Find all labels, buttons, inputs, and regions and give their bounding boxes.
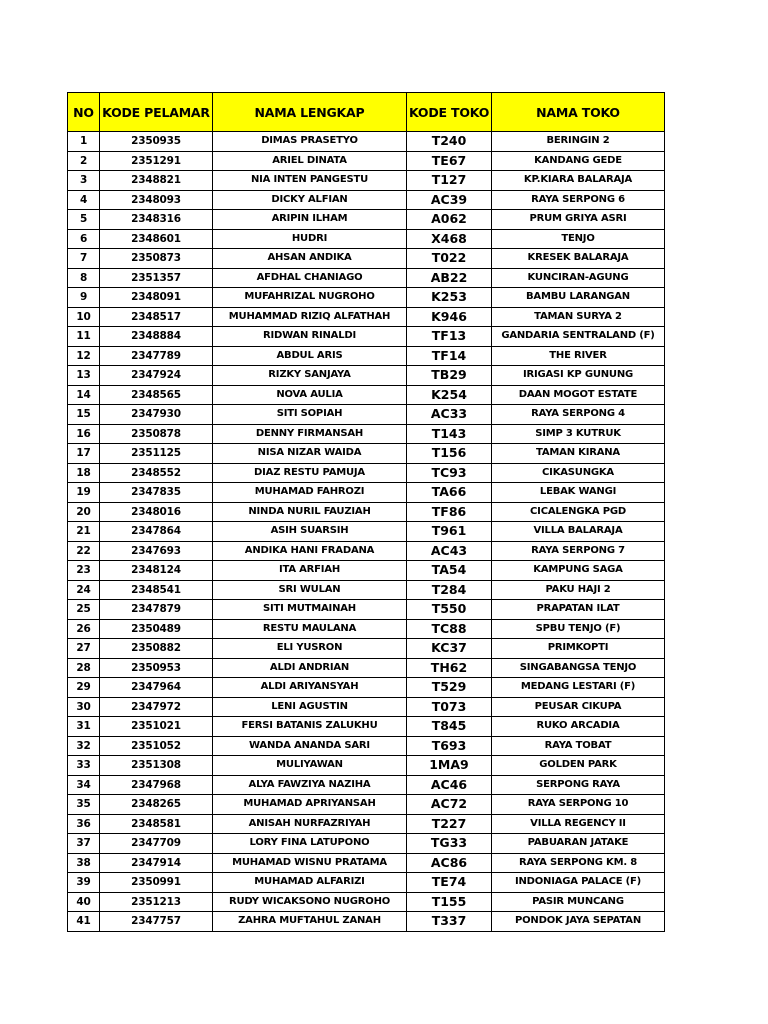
cell-kode-pelamar: 2348091	[100, 288, 213, 308]
cell-kode-toko: T073	[407, 697, 492, 717]
cell-no: 1	[68, 132, 100, 152]
cell-kode-toko: TF86	[407, 502, 492, 522]
cell-kode-pelamar: 2351308	[100, 756, 213, 776]
cell-kode-pelamar: 2347924	[100, 366, 213, 386]
cell-kode-pelamar: 2351125	[100, 444, 213, 464]
cell-no: 20	[68, 502, 100, 522]
cell-nama-lengkap: RIDWAN RINALDI	[213, 327, 407, 347]
cell-kode-pelamar: 2351357	[100, 268, 213, 288]
table-row	[68, 892, 665, 912]
table-row	[68, 249, 665, 269]
cell-kode-pelamar: 2350935	[100, 132, 213, 152]
cell-nama-lengkap: NOVA AULIA	[213, 385, 407, 405]
cell-nama-lengkap: ELI YUSRON	[213, 639, 407, 659]
cell-nama-toko: KRESEK BALARAJA	[492, 249, 665, 269]
cell-nama-toko: PRAPATAN ILAT	[492, 600, 665, 620]
cell-nama-lengkap: SITI SOPIAH	[213, 405, 407, 425]
table-row	[68, 502, 665, 522]
cell-nama-lengkap: MULIYAWAN	[213, 756, 407, 776]
cell-no: 33	[68, 756, 100, 776]
table-row	[68, 775, 665, 795]
cell-nama-lengkap: DENNY FIRMANSAH	[213, 424, 407, 444]
cell-kode-toko: KC37	[407, 639, 492, 659]
cell-kode-pelamar: 2351052	[100, 736, 213, 756]
cell-nama-toko: PRIMKOPTI	[492, 639, 665, 659]
cell-kode-pelamar: 2348884	[100, 327, 213, 347]
cell-nama-toko: GANDARIA SENTRALAND (F)	[492, 327, 665, 347]
cell-no: 24	[68, 580, 100, 600]
cell-nama-lengkap: DIAZ RESTU PAMUJA	[213, 463, 407, 483]
cell-nama-toko: KANDANG GEDE	[492, 151, 665, 171]
cell-kode-toko: T529	[407, 678, 492, 698]
cell-kode-pelamar: 2348552	[100, 463, 213, 483]
cell-kode-toko: T693	[407, 736, 492, 756]
table-row	[68, 366, 665, 386]
cell-nama-lengkap: ABDUL ARIS	[213, 346, 407, 366]
cell-kode-toko: T961	[407, 522, 492, 542]
table-row	[68, 444, 665, 464]
cell-kode-pelamar: 2348565	[100, 385, 213, 405]
cell-no: 36	[68, 814, 100, 834]
cell-nama-toko: RAYA TOBAT	[492, 736, 665, 756]
cell-kode-toko: X468	[407, 229, 492, 249]
header-row	[68, 93, 665, 132]
cell-kode-pelamar: 2350953	[100, 658, 213, 678]
cell-kode-toko: AC33	[407, 405, 492, 425]
table-row	[68, 639, 665, 659]
cell-nama-toko: PONDOK JAYA SEPATAN	[492, 912, 665, 932]
cell-no: 27	[68, 639, 100, 659]
applicant-table	[67, 92, 665, 932]
table-row	[68, 756, 665, 776]
cell-no: 4	[68, 190, 100, 210]
cell-nama-lengkap: LORY FINA LATUPONO	[213, 834, 407, 854]
cell-no: 32	[68, 736, 100, 756]
table-row	[68, 132, 665, 152]
header-kode-toko: KODE TOKO	[407, 93, 492, 132]
table-row	[68, 346, 665, 366]
cell-kode-toko: TH62	[407, 658, 492, 678]
cell-kode-pelamar: 2347835	[100, 483, 213, 503]
cell-no: 35	[68, 795, 100, 815]
cell-no: 21	[68, 522, 100, 542]
table-row	[68, 619, 665, 639]
table-row	[68, 834, 665, 854]
cell-kode-pelamar: 2347930	[100, 405, 213, 425]
cell-nama-toko: VILLA BALARAJA	[492, 522, 665, 542]
cell-no: 23	[68, 561, 100, 581]
cell-no: 18	[68, 463, 100, 483]
cell-nama-lengkap: NIA INTEN PANGESTU	[213, 171, 407, 191]
cell-kode-toko: T240	[407, 132, 492, 152]
cell-kode-toko: TF14	[407, 346, 492, 366]
table-row	[68, 171, 665, 191]
cell-kode-toko: AC43	[407, 541, 492, 561]
cell-no: 17	[68, 444, 100, 464]
table-row	[68, 873, 665, 893]
cell-nama-toko: THE RIVER	[492, 346, 665, 366]
cell-kode-toko: TB29	[407, 366, 492, 386]
cell-no: 39	[68, 873, 100, 893]
table-row	[68, 424, 665, 444]
cell-no: 10	[68, 307, 100, 327]
cell-kode-pelamar: 2347964	[100, 678, 213, 698]
cell-kode-toko: AC39	[407, 190, 492, 210]
cell-kode-toko: T227	[407, 814, 492, 834]
cell-nama-lengkap: MUHAMAD FAHROZI	[213, 483, 407, 503]
cell-kode-pelamar: 2348016	[100, 502, 213, 522]
cell-nama-toko: PEUSAR CIKUPA	[492, 697, 665, 717]
cell-kode-pelamar: 2348541	[100, 580, 213, 600]
cell-nama-lengkap: DICKY ALFIAN	[213, 190, 407, 210]
cell-nama-lengkap: MUHAMMAD RIZIQ ALFATHAH	[213, 307, 407, 327]
cell-nama-lengkap: NINDA NURIL FAUZIAH	[213, 502, 407, 522]
cell-nama-toko: PABUARAN JATAKE	[492, 834, 665, 854]
table-row	[68, 736, 665, 756]
table-row	[68, 385, 665, 405]
cell-no: 34	[68, 775, 100, 795]
table-row	[68, 522, 665, 542]
cell-nama-lengkap: RIZKY SANJAYA	[213, 366, 407, 386]
cell-no: 3	[68, 171, 100, 191]
cell-kode-toko: AB22	[407, 268, 492, 288]
cell-no: 7	[68, 249, 100, 269]
cell-kode-pelamar: 2347693	[100, 541, 213, 561]
cell-kode-toko: TF13	[407, 327, 492, 347]
cell-no: 9	[68, 288, 100, 308]
cell-kode-pelamar: 2350991	[100, 873, 213, 893]
table-row	[68, 151, 665, 171]
cell-nama-toko: RAYA SERPONG KM. 8	[492, 853, 665, 873]
table-row	[68, 697, 665, 717]
cell-nama-toko: SIMP 3 KUTRUK	[492, 424, 665, 444]
cell-kode-pelamar: 2347789	[100, 346, 213, 366]
header-kode-pelamar: KODE PELAMAR	[100, 93, 213, 132]
header-nama-toko: NAMA TOKO	[492, 93, 665, 132]
cell-no: 13	[68, 366, 100, 386]
cell-kode-pelamar: 2347709	[100, 834, 213, 854]
cell-kode-toko: T127	[407, 171, 492, 191]
cell-nama-toko: RAYA SERPONG 6	[492, 190, 665, 210]
cell-kode-pelamar: 2347914	[100, 853, 213, 873]
cell-kode-toko: T845	[407, 717, 492, 737]
cell-nama-toko: VILLA REGENCY II	[492, 814, 665, 834]
table-row	[68, 210, 665, 230]
cell-kode-pelamar: 2348316	[100, 210, 213, 230]
cell-nama-lengkap: FERSI BATANIS ZALUKHU	[213, 717, 407, 737]
cell-kode-pelamar: 2348517	[100, 307, 213, 327]
cell-kode-pelamar: 2350882	[100, 639, 213, 659]
cell-kode-toko: TE67	[407, 151, 492, 171]
cell-kode-toko: TC88	[407, 619, 492, 639]
header-no: NO	[68, 93, 100, 132]
cell-kode-toko: A062	[407, 210, 492, 230]
cell-nama-lengkap: ALYA FAWZIYA NAZIHA	[213, 775, 407, 795]
cell-no: 40	[68, 892, 100, 912]
cell-no: 19	[68, 483, 100, 503]
cell-kode-pelamar: 2348581	[100, 814, 213, 834]
cell-nama-lengkap: AFDHAL CHANIAGO	[213, 268, 407, 288]
cell-nama-toko: RAYA SERPONG 4	[492, 405, 665, 425]
cell-nama-lengkap: ALDI ARIYANSYAH	[213, 678, 407, 698]
cell-kode-toko: AC86	[407, 853, 492, 873]
cell-nama-lengkap: LENI AGUSTIN	[213, 697, 407, 717]
table-row	[68, 405, 665, 425]
cell-nama-lengkap: HUDRI	[213, 229, 407, 249]
cell-no: 8	[68, 268, 100, 288]
cell-no: 15	[68, 405, 100, 425]
cell-kode-toko: TE74	[407, 873, 492, 893]
table-row	[68, 268, 665, 288]
cell-no: 41	[68, 912, 100, 932]
table-row	[68, 541, 665, 561]
cell-no: 5	[68, 210, 100, 230]
table-row	[68, 288, 665, 308]
cell-nama-lengkap: AHSAN ANDIKA	[213, 249, 407, 269]
cell-kode-toko: K253	[407, 288, 492, 308]
cell-kode-toko: T156	[407, 444, 492, 464]
table-row	[68, 658, 665, 678]
table-row	[68, 717, 665, 737]
cell-no: 31	[68, 717, 100, 737]
cell-kode-pelamar: 2347879	[100, 600, 213, 620]
cell-no: 2	[68, 151, 100, 171]
cell-kode-pelamar: 2348821	[100, 171, 213, 191]
cell-nama-lengkap: RESTU MAULANA	[213, 619, 407, 639]
cell-no: 12	[68, 346, 100, 366]
cell-kode-pelamar: 2347968	[100, 775, 213, 795]
cell-nama-toko: CIKASUNGKA	[492, 463, 665, 483]
cell-nama-toko: TAMAN SURYA 2	[492, 307, 665, 327]
cell-nama-lengkap: SITI MUTMAINAH	[213, 600, 407, 620]
cell-nama-lengkap: RUDY WICAKSONO NUGROHO	[213, 892, 407, 912]
cell-kode-toko: K946	[407, 307, 492, 327]
cell-nama-toko: BAMBU LARANGAN	[492, 288, 665, 308]
cell-nama-toko: DAAN MOGOT ESTATE	[492, 385, 665, 405]
table-row	[68, 190, 665, 210]
cell-nama-lengkap: MUHAMAD ALFARIZI	[213, 873, 407, 893]
cell-nama-toko: SERPONG RAYA	[492, 775, 665, 795]
cell-kode-pelamar: 2350873	[100, 249, 213, 269]
cell-nama-lengkap: ZAHRA MUFTAHUL ZANAH	[213, 912, 407, 932]
cell-nama-lengkap: MUFAHRIZAL NUGROHO	[213, 288, 407, 308]
table-row	[68, 678, 665, 698]
table-row	[68, 600, 665, 620]
table-header	[68, 93, 665, 132]
cell-kode-toko: T143	[407, 424, 492, 444]
cell-nama-lengkap: MUHAMAD WISNU PRATAMA	[213, 853, 407, 873]
table-row	[68, 795, 665, 815]
cell-kode-pelamar: 2351213	[100, 892, 213, 912]
cell-nama-toko: KUNCIRAN-AGUNG	[492, 268, 665, 288]
cell-kode-pelamar: 2347972	[100, 697, 213, 717]
cell-nama-toko: GOLDEN PARK	[492, 756, 665, 776]
cell-no: 25	[68, 600, 100, 620]
cell-kode-pelamar: 2348093	[100, 190, 213, 210]
cell-nama-lengkap: NISA NIZAR WAIDA	[213, 444, 407, 464]
cell-kode-toko: K254	[407, 385, 492, 405]
cell-nama-lengkap: ASIH SUARSIH	[213, 522, 407, 542]
cell-kode-pelamar: 2348601	[100, 229, 213, 249]
cell-kode-pelamar: 2347864	[100, 522, 213, 542]
cell-no: 38	[68, 853, 100, 873]
cell-no: 26	[68, 619, 100, 639]
cell-kode-toko: T284	[407, 580, 492, 600]
cell-kode-toko: T155	[407, 892, 492, 912]
cell-no: 11	[68, 327, 100, 347]
cell-nama-toko: TAMAN KIRANA	[492, 444, 665, 464]
cell-no: 14	[68, 385, 100, 405]
cell-kode-toko: T337	[407, 912, 492, 932]
table-row	[68, 561, 665, 581]
cell-nama-toko: TENJO	[492, 229, 665, 249]
table-row	[68, 463, 665, 483]
cell-kode-toko: 1MA9	[407, 756, 492, 776]
cell-kode-pelamar: 2351021	[100, 717, 213, 737]
cell-nama-toko: PAKU HAJI 2	[492, 580, 665, 600]
cell-nama-toko: MEDANG LESTARI (F)	[492, 678, 665, 698]
cell-kode-toko: T550	[407, 600, 492, 620]
cell-nama-toko: BERINGIN 2	[492, 132, 665, 152]
cell-no: 30	[68, 697, 100, 717]
table-row	[68, 483, 665, 503]
table-row	[68, 853, 665, 873]
cell-no: 6	[68, 229, 100, 249]
cell-nama-toko: SINGABANGSA TENJO	[492, 658, 665, 678]
cell-nama-lengkap: ARIPIN ILHAM	[213, 210, 407, 230]
cell-nama-toko: PASIR MUNCANG	[492, 892, 665, 912]
table-row	[68, 307, 665, 327]
cell-kode-pelamar: 2347757	[100, 912, 213, 932]
cell-kode-toko: T022	[407, 249, 492, 269]
table-row	[68, 229, 665, 249]
cell-nama-toko: RAYA SERPONG 7	[492, 541, 665, 561]
cell-nama-lengkap: WANDA ANANDA SARI	[213, 736, 407, 756]
cell-nama-lengkap: ITA ARFIAH	[213, 561, 407, 581]
table-row	[68, 912, 665, 932]
cell-kode-toko: TC93	[407, 463, 492, 483]
cell-kode-pelamar: 2348265	[100, 795, 213, 815]
cell-kode-pelamar: 2350489	[100, 619, 213, 639]
cell-kode-pelamar: 2350878	[100, 424, 213, 444]
cell-no: 28	[68, 658, 100, 678]
cell-nama-toko: SPBU TENJO (F)	[492, 619, 665, 639]
cell-kode-pelamar: 2351291	[100, 151, 213, 171]
cell-kode-toko: TG33	[407, 834, 492, 854]
cell-nama-toko: KP.KIARA BALARAJA	[492, 171, 665, 191]
table-row	[68, 814, 665, 834]
cell-no: 16	[68, 424, 100, 444]
cell-kode-toko: TA54	[407, 561, 492, 581]
cell-kode-toko: TA66	[407, 483, 492, 503]
cell-nama-toko: LEBAK WANGI	[492, 483, 665, 503]
cell-kode-pelamar: 2348124	[100, 561, 213, 581]
cell-nama-lengkap: ANISAH NURFAZRIYAH	[213, 814, 407, 834]
cell-nama-toko: INDONIAGA PALACE (F)	[492, 873, 665, 893]
cell-nama-toko: IRIGASI KP GUNUNG	[492, 366, 665, 386]
cell-nama-lengkap: SRI WULAN	[213, 580, 407, 600]
cell-nama-toko: RUKO ARCADIA	[492, 717, 665, 737]
cell-nama-toko: PRUM GRIYA ASRI	[492, 210, 665, 230]
cell-nama-toko: KAMPUNG SAGA	[492, 561, 665, 581]
cell-nama-lengkap: ARIEL DINATA	[213, 151, 407, 171]
cell-nama-lengkap: ALDI ANDRIAN	[213, 658, 407, 678]
header-nama-lengkap: NAMA LENGKAP	[213, 93, 407, 132]
cell-kode-toko: AC46	[407, 775, 492, 795]
table-row	[68, 580, 665, 600]
cell-nama-lengkap: ANDIKA HANI FRADANA	[213, 541, 407, 561]
cell-no: 29	[68, 678, 100, 698]
cell-nama-lengkap: MUHAMAD APRIYANSAH	[213, 795, 407, 815]
cell-nama-lengkap: DIMAS PRASETYO	[213, 132, 407, 152]
spreadsheet-sheet	[67, 92, 664, 932]
table-row	[68, 327, 665, 347]
cell-no: 22	[68, 541, 100, 561]
cell-nama-toko: CICALENGKA PGD	[492, 502, 665, 522]
table-body	[68, 132, 665, 932]
cell-kode-toko: AC72	[407, 795, 492, 815]
cell-nama-toko: RAYA SERPONG 10	[492, 795, 665, 815]
cell-no: 37	[68, 834, 100, 854]
